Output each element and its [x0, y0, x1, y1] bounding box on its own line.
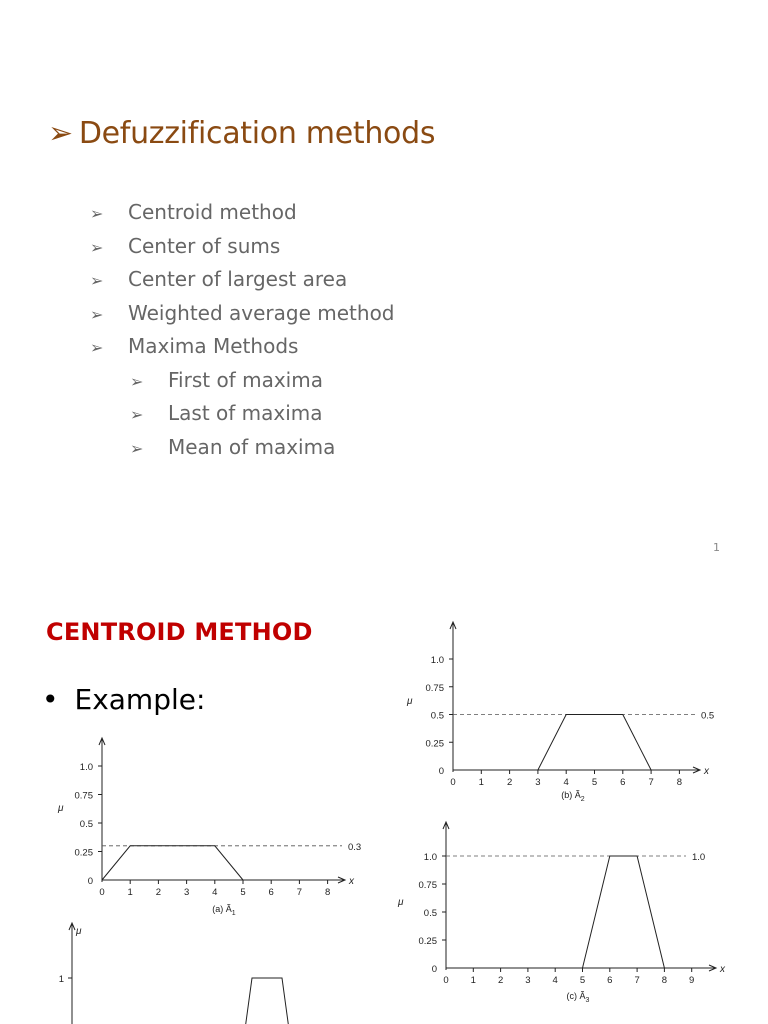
y-tick-label: 1.0 — [79, 762, 93, 773]
example-bullet — [42, 683, 205, 716]
chart-caption-subscript: 1 — [231, 910, 236, 917]
y-tick-label: 0 — [87, 876, 93, 887]
arrow-bullet-icon: ➢ — [90, 304, 104, 324]
bullet-item — [90, 230, 395, 264]
x-tick-label: 6 — [620, 777, 626, 788]
x-tick-label: 2 — [155, 887, 162, 898]
x-tick-label: 9 — [689, 975, 695, 986]
slide-title-text: Defuzzification methods — [78, 116, 436, 151]
chart-caption-subscript: 3 — [585, 997, 590, 1004]
x-axis-label: x — [704, 766, 709, 777]
x-axis-label: x — [349, 876, 354, 887]
chart-a3 — [388, 812, 728, 1024]
y-tick-label: 0.5 — [430, 710, 444, 722]
reference-line-label: 1.0 — [692, 852, 706, 863]
slide-heading: CENTROID METHOD — [46, 618, 313, 646]
membership-function-line — [538, 715, 651, 771]
bullet-item — [90, 297, 395, 331]
chart-caption-subscript: 2 — [580, 796, 585, 803]
y-tick-label: 0.75 — [418, 880, 437, 891]
y-tick-label: 1 — [58, 974, 64, 985]
membership-function-line — [102, 846, 243, 880]
reference-line-label: 0.5 — [701, 710, 715, 722]
y-tick-label: 0 — [431, 964, 437, 975]
chart-a2 — [395, 612, 725, 812]
x-tick-label: 8 — [661, 975, 668, 986]
x-tick-label: 0 — [450, 777, 456, 788]
sub-bullet-item — [90, 397, 395, 431]
x-tick-label: 7 — [648, 777, 654, 788]
x-tick-label: 0 — [443, 975, 449, 986]
x-tick-label: 5 — [591, 777, 598, 788]
round-bullet-icon: • — [42, 683, 59, 716]
bullet-text: Centroid method — [128, 200, 297, 224]
bullet-text: Last of maxima — [168, 401, 323, 425]
bullet-text: Center of sums — [128, 233, 281, 258]
y-tick-label: 0.5 — [79, 819, 93, 830]
chart-caption: (b) $Ã_2$ — [561, 790, 585, 803]
x-tick-label: 5 — [240, 887, 246, 898]
y-axis-label: μ — [58, 803, 64, 814]
x-tick-label: 3 — [525, 975, 531, 986]
y-tick-label: 0 — [438, 766, 444, 777]
bullet-text: Weighted average method — [128, 300, 395, 325]
bullet-list — [90, 196, 395, 464]
arrow-bullet-icon: ➢ — [90, 271, 104, 290]
arrow-bullet-icon: ➢ — [130, 371, 144, 391]
bullet-text: Center of largest area — [128, 267, 348, 291]
slide-2 — [0, 575, 768, 1024]
chart-a4-partial — [50, 918, 350, 1024]
x-tick-label: 1 — [470, 975, 476, 986]
x-tick-label: 8 — [676, 777, 683, 788]
x-tick-label: 4 — [212, 887, 218, 898]
arrow-bullet-icon: ➢ — [130, 438, 144, 458]
bullet-item — [90, 263, 395, 297]
x-tick-label: 4 — [563, 777, 569, 788]
y-axis-label: μ — [398, 897, 404, 908]
x-tick-label: 8 — [324, 887, 331, 898]
arrow-bullet-icon: ➢ — [90, 237, 104, 257]
chart-caption: (a) $Ã_1$ — [212, 904, 236, 917]
bullet-text: Maxima Methods — [128, 334, 299, 358]
arrow-bullet-icon: ➢ — [48, 116, 73, 151]
arrow-bullet-icon: ➢ — [90, 204, 104, 223]
x-tick-label: 7 — [296, 887, 303, 898]
x-tick-label: 0 — [99, 887, 105, 898]
membership-function-line — [583, 856, 665, 968]
y-tick-label: 1.0 — [430, 655, 444, 666]
x-tick-label: 2 — [497, 975, 504, 986]
y-tick-label: 1.0 — [423, 852, 437, 863]
x-tick-label: 2 — [506, 777, 513, 788]
sub-bullet-item — [90, 364, 395, 398]
x-tick-label: 1 — [478, 777, 484, 788]
bullet-item — [90, 196, 395, 230]
slide-title — [48, 116, 435, 151]
x-tick-label: 6 — [268, 887, 274, 898]
bullet-item — [90, 330, 395, 364]
bullet-text: First of maxima — [168, 367, 323, 392]
chart-a1 — [50, 728, 380, 928]
y-tick-label: 0.25 — [418, 936, 437, 947]
x-tick-label: 4 — [552, 975, 558, 986]
x-tick-label: 1 — [127, 887, 133, 898]
y-tick-label: 0.25 — [74, 847, 93, 859]
x-axis-label: x — [720, 964, 725, 975]
reference-line-label: 0.3 — [348, 841, 362, 853]
x-tick-label: 3 — [535, 777, 541, 788]
y-axis-label: μ — [76, 926, 82, 937]
chart-caption: (c) $Ã_3$ — [566, 991, 590, 1004]
membership-function-line — [237, 978, 297, 1024]
y-tick-label: 0.5 — [423, 908, 437, 919]
sub-bullet-item — [90, 431, 395, 465]
x-tick-label: 7 — [634, 975, 640, 986]
example-label: Example: — [74, 683, 206, 716]
page-number: 1 — [713, 541, 720, 554]
y-tick-label: 0.75 — [74, 790, 93, 802]
bullet-text: Mean of maxima — [168, 434, 336, 459]
x-tick-label: 3 — [183, 887, 190, 898]
x-tick-label: 5 — [579, 975, 586, 986]
arrow-bullet-icon: ➢ — [90, 338, 104, 357]
y-tick-label: 0.75 — [425, 682, 444, 694]
y-tick-label: 0.25 — [425, 738, 444, 750]
x-tick-label: 6 — [607, 975, 613, 986]
arrow-bullet-icon: ➢ — [130, 405, 144, 424]
y-axis-label: μ — [407, 696, 413, 707]
